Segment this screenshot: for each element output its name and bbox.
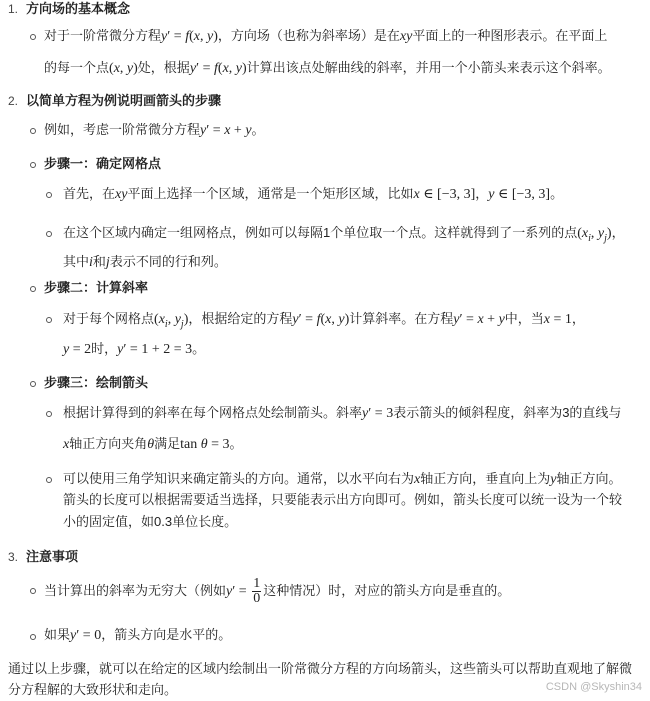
list-item-line: 箭头的长度可以根据需要适当选择，只要能表示出方向即可。例如，箭头长度可以统一设为一个较: [63, 492, 623, 507]
bullet-icon: [46, 411, 52, 417]
section-title: 以简单方程为例说明画箭头的步骤: [26, 93, 222, 108]
conclusion-line: 分方程解的大致形状和走向。: [8, 682, 178, 697]
list-item-line: 小的固定值，如0.3单位长度。: [63, 514, 238, 529]
bullet-icon: [30, 634, 36, 640]
section-number: 1.: [8, 2, 19, 16]
list-item-line: x轴正方向夹角θ满足tan θ = 3。: [63, 436, 243, 452]
list-item-line: 对于每个网格点($x_i$, $y_j$)，根据给定的方程y′ = f(x, y)计算斜率。在方程y′ = x + y中，当x = 1，: [63, 311, 585, 330]
list-item-line: 例如，考虑一阶常微分方程y′ = x + y。: [44, 122, 265, 138]
bullet-icon: [30, 286, 36, 292]
bullet-icon: [30, 34, 36, 40]
bullet-icon: [46, 192, 52, 198]
list-item-line: 首先，在xy平面上选择一个区域，通常是一个矩形区域，比如x ∈ [−3, 3]，y ∈ [−3, 3]。: [63, 186, 564, 202]
list-item-line: 在这个区域内确定一组网格点，例如可以每隔1个单位取一个点。这样就得到了一系列的点($x_i$, $y_j$)，: [63, 225, 625, 244]
step-title: 步骤三：绘制箭头: [44, 375, 149, 390]
bullet-icon: [46, 477, 52, 483]
list-item-line: y = 2时，y′ = 1 + 2 = 3。: [63, 341, 206, 357]
bullet-icon: [30, 162, 36, 168]
list-item-line: 的每一个点(x, y)处，根据y′ = f(x, y)计算出该点处解曲线的斜率，并用一个小箭头来表示这个斜率。: [44, 60, 611, 76]
bullet-icon: [46, 231, 52, 237]
step-title: 步骤二：计算斜率: [44, 280, 149, 295]
fraction: $\frac{1}{0}$: [253, 576, 261, 607]
bullet-icon: [30, 588, 36, 594]
list-item-line: 对于一阶常微分方程y′ = f(x, y)，方向场（也称为斜率场）是在xy平面上的一种图形表示。在平面上: [44, 28, 608, 44]
section-title: 方向场的基本概念: [26, 1, 131, 16]
section-title: 注意事项: [26, 549, 79, 564]
section-number: 3.: [8, 550, 19, 564]
step-title: 步骤一：确定网格点: [44, 156, 162, 171]
bullet-icon: [30, 381, 36, 387]
conclusion-line: 通过以上步骤，就可以在给定的区域内绘制出一阶常微分方程的方向场箭头，这些箭头可以帮助直观地了解微: [8, 661, 633, 676]
list-item-line: 其中i和j表示不同的行和列。: [63, 254, 227, 270]
list-item-line: 如果y′ = 0，箭头方向是水平的。: [44, 627, 232, 643]
section-number: 2.: [8, 94, 19, 108]
list-item-line: 当计算出的斜率为无穷大（例如y′ = $\frac{1}{0}$ 这种情况）时，对应的箭头方向是垂直的。: [44, 576, 511, 607]
list-item-line: 根据计算得到的斜率在每个网格点处绘制箭头。斜率y′ = 3表示箭头的倾斜程度，斜率为3的直线与: [63, 405, 622, 421]
watermark: CSDN @Skyshin34: [545, 681, 642, 693]
list-item-line: 可以使用三角学知识来确定箭头的方向。通常，以水平向右为x轴正方向，垂直向上为y轴正方向。: [63, 471, 622, 487]
bullet-icon: [30, 128, 36, 134]
bullet-icon: [46, 317, 52, 323]
